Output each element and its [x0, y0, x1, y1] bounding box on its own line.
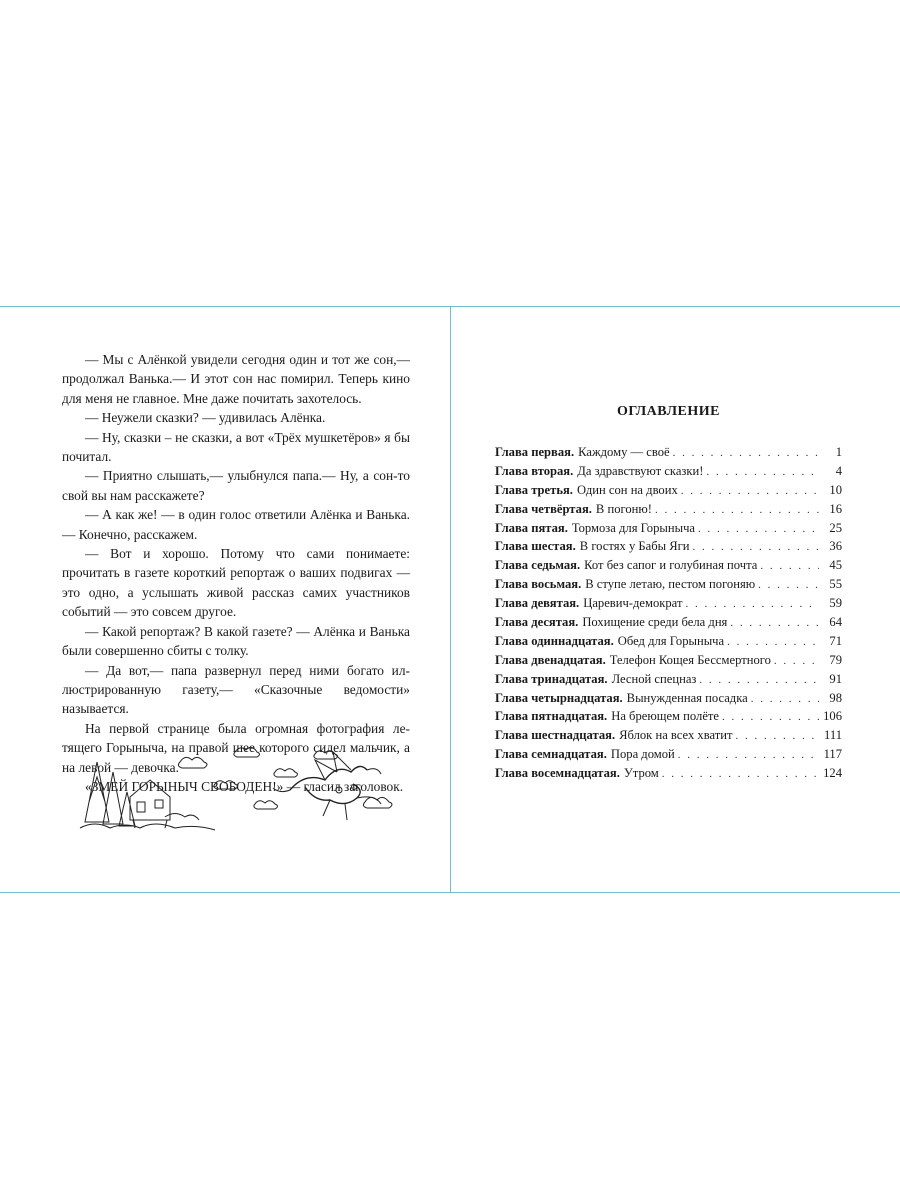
paragraph: — А как же! — в один голос ответили Алёнка и Ванька.— Конечно, расскажем.: [62, 507, 410, 542]
toc-leader-dots: [655, 501, 819, 520]
toc-chapter-number: Глава тринадцатая.: [495, 671, 608, 686]
toc-leader-dots: [678, 746, 819, 765]
toc-page-number: 71: [829, 633, 842, 648]
toc-entry: [495, 481, 842, 500]
toc-chapter-number: Глава четырнадцатая.: [495, 690, 623, 705]
toc-leader-dots: [722, 708, 819, 727]
toc-entry: [495, 462, 842, 481]
toc-entry: [495, 632, 842, 651]
toc-chapter-title: В погоню!: [595, 501, 652, 516]
paragraph: — Ну, сказки – не сказки, а вот «Трёх мушкетёров» я бы почитал.: [62, 429, 410, 465]
toc-leader-dots: [751, 690, 819, 709]
toc-page-number: 117: [823, 747, 842, 762]
toc-leader-dots: [699, 671, 819, 690]
table-of-contents: [495, 404, 842, 783]
toc-chapter-title: Царевич-демократ: [583, 596, 683, 611]
dragon-illustration: [75, 742, 405, 832]
toc-chapter-title: На бреющем полёте: [611, 709, 719, 724]
toc-leader-dots: [673, 444, 819, 463]
toc-leader-dots: [706, 463, 819, 482]
toc-chapter-number: Глава вторая.: [495, 463, 574, 478]
paragraph: — Приятно слышать,— улыбнулся папа.— Ну, а сон-то свой вы нам расскажете?: [62, 468, 410, 503]
toc-leader-dots: [693, 538, 819, 557]
toc-page-number: 59: [829, 596, 842, 611]
toc-entry: [495, 556, 842, 575]
toc-chapter-title: Обед для Горыныча: [617, 633, 725, 648]
toc-chapter-number: Глава семнадцатая.: [495, 747, 607, 762]
toc-entry: [495, 745, 842, 764]
toc-entry: [495, 726, 842, 745]
toc-leader-dots: [681, 482, 819, 501]
toc-page-number: 64: [829, 615, 842, 630]
paragraph: — Да вот,— папа развернул перед ними богато иллюстрированную газету,— «Сказочные ведомости» называется.: [62, 662, 410, 717]
toc-page-number: 36: [829, 539, 842, 554]
toc-entry: [495, 500, 842, 519]
toc-entry: [495, 670, 842, 689]
toc-leader-dots: [774, 652, 819, 671]
book-gutter: [450, 306, 451, 893]
toc-page-number: 91: [829, 671, 842, 686]
toc-entry: [495, 443, 842, 462]
toc-page-number: 55: [829, 577, 842, 592]
toc-chapter-number: Глава пятнадцатая.: [495, 709, 608, 724]
toc-chapter-title: Пора домой: [610, 747, 675, 762]
toc-chapter-number: Глава пятая.: [495, 520, 568, 535]
toc-chapter-title: Тормоза для Горыныча: [571, 520, 695, 535]
toc-entry: [495, 594, 842, 613]
toc-chapter-title: Утром: [623, 766, 659, 781]
toc-chapter-number: Глава шестнадцатая.: [495, 728, 616, 743]
toc-entry: [495, 764, 842, 783]
toc-leader-dots: [685, 595, 819, 614]
toc-entry: [495, 651, 842, 670]
toc-page-number: 4: [835, 463, 842, 478]
toc-entry: [495, 519, 842, 538]
toc-chapter-title: Похищение среди бела дня: [582, 615, 728, 630]
toc-chapter-number: Глава восьмая.: [495, 577, 582, 592]
toc-leader-dots: [727, 633, 819, 652]
toc-chapter-title: Кот без сапог и голубиная почта: [584, 558, 758, 573]
toc-entry: [495, 575, 842, 594]
toc-chapter-number: Глава седьмая.: [495, 558, 581, 573]
toc-chapter-number: Глава двенадцатая.: [495, 652, 606, 667]
paragraph: На первой странице была огромная фотография летящего Горыныча, на правой шее которого сидел мальчик, а на левой — девочка.: [62, 720, 410, 775]
toc-leader-dots: [758, 576, 819, 595]
paragraph: «ЗМЕЙ ГОРЫНЫЧ СВОБОДЕН!» — гласил заголовок.: [85, 778, 404, 794]
toc-title: ОГЛАВЛЕНИЕ: [617, 404, 720, 419]
toc-chapter-title: Лесной спецназ: [611, 671, 697, 686]
toc-entry: [495, 689, 842, 708]
toc-leader-dots: [662, 765, 819, 784]
toc-chapter-title: Один сон на двоих: [576, 482, 678, 497]
toc-page-number: 98: [829, 690, 842, 705]
toc-chapter-title: Телефон Кощея Бессмертного: [609, 652, 771, 667]
toc-chapter-title: Каждому — своё: [578, 445, 670, 459]
toc-page-number: 79: [829, 652, 842, 667]
toc-chapter-number: Глава девятая.: [495, 596, 580, 611]
toc-page-number: 10: [829, 482, 842, 497]
toc-page-number: 106: [823, 709, 842, 724]
toc-page-number: 16: [829, 501, 842, 516]
toc-chapter-number: Глава шестая.: [495, 539, 576, 554]
toc-chapter-number: Глава третья.: [495, 482, 573, 497]
toc-chapter-number: Глава десятая.: [495, 615, 579, 630]
toc-entry: [495, 613, 842, 632]
toc-chapter-title: Яблок на всех хватит: [619, 728, 733, 743]
toc-entry: [495, 537, 842, 556]
toc-chapter-number: Глава первая.: [495, 445, 575, 459]
toc-chapter-number: Глава восемнадцатая.: [495, 766, 620, 781]
toc-leader-dots: [736, 727, 819, 746]
paragraph: — Мы с Алёнкой увидели сегодня один и тот же сон,— продолжал Ванька.— И этот сон нас помирил. Теперь кино для меня не главное. Мне даже почитать захотелось.: [62, 352, 410, 406]
toc-chapter-title: В ступе летаю, пестом погоняю: [585, 577, 756, 592]
paragraph: — Какой репортаж? В какой газете? — Алёнка и Ванька были совершенно сбиты с толку.: [62, 623, 410, 659]
toc-leader-dots: [730, 614, 819, 633]
toc-chapter-number: Глава четвёртая.: [495, 501, 592, 516]
toc-page-number: 111: [824, 728, 842, 743]
toc-chapter-title: Да здравствуют сказки!: [577, 463, 704, 478]
paragraph: — Неужели сказки? — удивилась Алёнка.: [85, 410, 326, 426]
left-page-text: [62, 350, 410, 796]
toc-page-number: 1: [835, 445, 842, 459]
toc-list: [495, 443, 842, 783]
toc-leader-dots: [760, 557, 819, 576]
toc-chapter-title: В гостях у Бабы Яги: [579, 539, 690, 554]
toc-chapter-number: Глава одиннадцатая.: [495, 633, 614, 648]
toc-leader-dots: [698, 520, 819, 539]
toc-page-number: 124: [823, 766, 842, 781]
toc-entry: [495, 707, 842, 726]
toc-chapter-title: Вынужденная посадка: [626, 690, 748, 705]
toc-page-number: 25: [829, 520, 842, 535]
toc-page-number: 45: [829, 558, 842, 573]
paragraph: — Вот и хорошо. Потому что сами понимаете: прочитать в газете короткий репортаж о ваших подвигах — это одно, а услышать живой рассказ самих участников событий — это совсем другое.: [62, 546, 410, 620]
